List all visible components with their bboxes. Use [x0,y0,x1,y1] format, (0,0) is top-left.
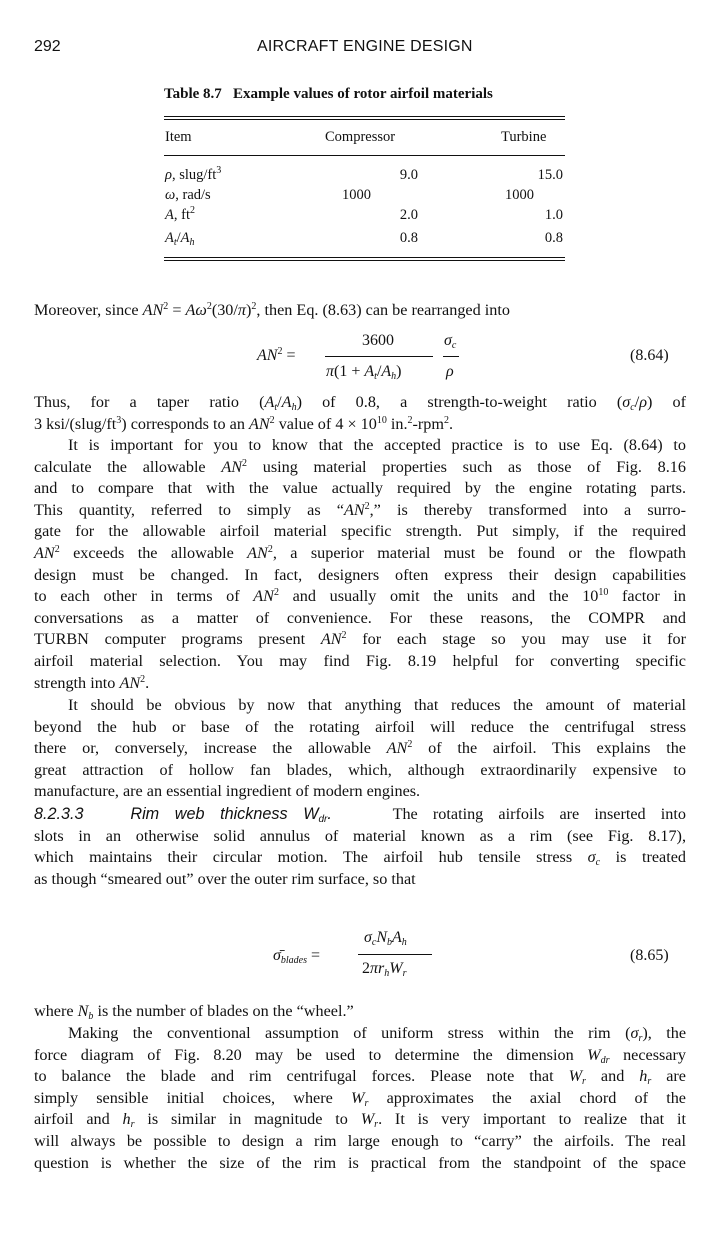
table-label: Table 8.7 [164,86,222,102]
row-turbine-rho: 15.0 [537,167,563,183]
eq864-fraction-line-2 [443,356,459,357]
table-header-turbine: Turbine [501,129,547,145]
important-paragraph: It is important for you to know that the accepted practice is to use Eq. (8.64) to calculate the allowable $AN^2$ using material properties such as those of Fig. 8.16 and to compare that with the value actually required by the engine rotating parts. This quantity, referred to simply as “$AN^2$,” is thereby transformed into a surro- gate for the allowable airfoil material specific strength. Put simply, if the required $AN^2$ exceeds the allowable $AN^2$, a superior material must be found or the flowpath design must be changed. In fact, designers often express their design capabilities to each other in terms of $AN^2$ and usually omit the units and the $10^{10}$ factor in conversations as a matter of convenience. For these reasons, the COMPR and TURBN computer programs present $AN^2$ for each stage so you may use it for airfoil material selection. You may find Fig. 8.19 helpful for converting specific strength into $AN^2$. [34,436,687,692]
eq865-denominator: $2\pi r_hW_r$ [362,960,407,979]
row-compressor-taper: 0.8 [399,230,418,246]
rim-section: 8.2.3.3 Rim web thickness $W_{dr}$. The rotating airfoils are inserted into slots in an otherwise solid annulus of material known as a rim (see Fig. 8.17), which maintains their circular motion. The airfoil hub tensile stress $\sigma_c$ is treated as though “smeared out” over the outer rim surface, so that [34,805,686,888]
eq864-numerator: 3600 [362,332,394,349]
moreover-paragraph: Moreover, since $AN^2 = A\omega^2(30/\pi)^2$, then Eq. (8.63) can be rearranged into [34,301,510,319]
table-bottom-rule [164,257,565,258]
row-item-area: A, $ft^2$ [165,205,195,223]
eq864-sigma: $\sigma_c$ [444,332,457,351]
row-compressor-rho: 9.0 [399,167,418,183]
eq865-fraction-line [358,954,432,955]
row-turbine-omega: 1000 [505,187,534,203]
eq865-numerator: $\sigma_cN_bA_h$ [364,929,407,948]
eq865-lhs: $\sigmā_{blades}$ = [273,947,321,966]
where-paragraph: where $N_b$ is the number of blades on the “wheel.” [34,1002,354,1022]
running-title: AIRCRAFT ENGINE DESIGN [257,38,473,55]
obvious-paragraph: It should be obvious by now that anything that reduces the amount of material beyond the hub or base of the rotating airfoil will reduce the centrifugal stress there or, conversely, increase the allowable $AN^2$ of the airfoil. This explains the great attraction of hollow fan blades, which, although extraordinarily expensive to manufacture, are an essential ingredient of modern engines. [34,696,686,801]
row-item-rho: ρ, slug/$ft^3$ [165,165,222,183]
row-compressor-area: 2.0 [399,207,418,223]
page-number: 292 [34,38,61,55]
row-item-taper: $A_t/A_h$ [165,230,195,248]
row-turbine-area: 1.0 [544,207,563,223]
table-top-rule-2 [164,119,565,120]
eq864-denominator: $\pi(1 + A_t/A_h)$ [326,363,402,382]
section-heading: 8.2.3.3 Rim web thickness $W_{dr}$. [34,805,332,825]
table-header-rule [164,155,565,156]
eq864-number: (8.64) [630,347,669,364]
eq864-rho: ρ [446,363,454,380]
eq864-fraction-line-1 [325,356,433,357]
table-title: Example values of rotor airfoil materials [233,86,493,102]
row-compressor-omega: 1000 [342,187,371,203]
row-turbine-taper: 0.8 [544,230,563,246]
eq865-number: (8.65) [630,947,669,964]
thus-paragraph: Thus, for a taper ratio $(A_t/A_h)$ of 0.8, a strength-to-weight ratio $(\sigma_c/\rho)$ of 3 ksi/$(slug/ft^3)$ corresponds to an $AN^2$ value of $4 \times 10^{10}$ in.$^2$-rpm$^2$. [34,393,686,433]
table-top-rule [164,116,565,117]
eq864-lhs: $AN^2$ = [257,346,296,364]
row-item-omega: ω, rad/s [165,187,211,203]
table-caption [164,86,493,103]
table-bottom-rule-2 [164,260,565,261]
table-header-compressor: Compressor [325,129,396,145]
table-header-item: Item [165,129,192,145]
making-paragraph: Making the conventional assumption of uniform stress within the rim $(\sigma_r)$, the force diagram of Fig. 8.20 may be used to determine the dimension $W_{dr}$ necessary to balance the blade and rim centrifugal forces. Please note that $W_r$ and $h_r$ are simply sensible initial choices, where $W_r$ approximates the axial chord of the airfoil and $h_r$ is similar in magnitude to $W_r$. It is very important to realize that it will always be possible to design a rim large enough to “carry” the airfoils. The real question is whether the size of the rim is practical from the standpoint of the space [34,1024,687,1172]
